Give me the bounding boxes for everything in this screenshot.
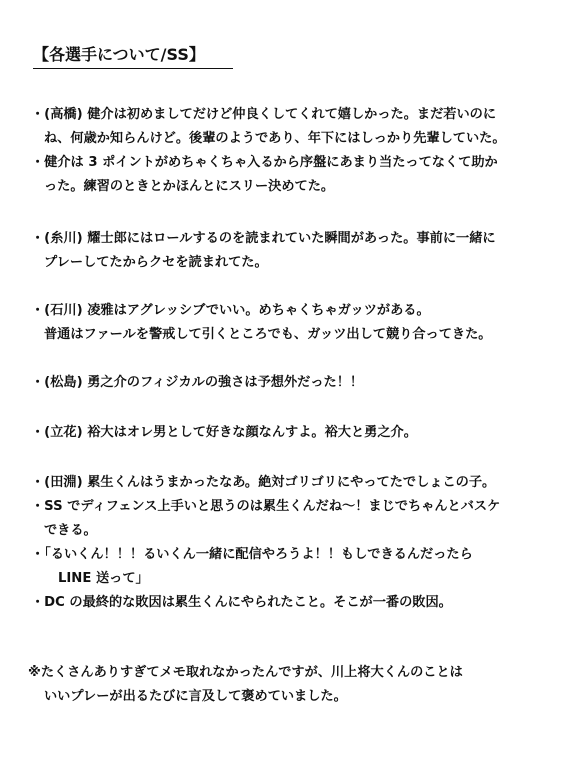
text-line: ・(立花) 裕大はオレ男として好きな顔なんすよ。裕大と勇之介。 [31,425,417,440]
text-line: ・健介は 3 ポイントがめちゃくちゃ入るから序盤にあまり当たってなくて助か [31,155,498,170]
note-line: いいプレーが出るたびに言及して褒めていました。 [44,689,347,704]
text-line: ・SS でディフェンス上手いと思うのは累生くんだね～！まじでちゃんとバスケ [31,499,501,514]
text-line: ・(松島) 勇之介のフィジカルの強さは予想外だった！！ [31,375,364,390]
text-line: ・(糸川) 耀士郎にはロールするのを読まれていた瞬間があった。事前に一緒に [31,231,496,246]
text-line: プレーしてたからクセを読まれてた。 [44,255,268,270]
text-line: できる。 [44,523,97,538]
text-line: ・(田淵) 累生くんはうまかったなあ。絶対ゴリゴリにやってたでしょこの子。 [31,475,496,490]
text-line: ・(石川) 凌雅はアグレッシブでいい。めちゃくちゃガッツがある。 [31,303,430,318]
text-line: ・(高橋) 健介は初めましてだけど仲良くしてくれて嬉しかった。まだ若いのに [31,107,497,122]
text-line: ・DC の最終的な敗因は累生くんにやられたこと。そこが一番の敗因。 [31,595,452,610]
text-line: ね、何歳か知らんけど。後輩のようであり、年下にはしっかり先輩していた。 [44,131,506,146]
text-line: った。練習のときとかほんとにスリー決めてた。 [44,179,335,194]
text-line: 普通はファールを警戒して引くところでも、ガッツ出して競り合ってきた。 [44,327,492,342]
section-heading: 【各選手について/SS】 [33,44,233,69]
text-line: LINE 送って」 [58,571,149,586]
text-line: ・「るいくん！！！るいくん一緒に配信やろうよ！！もしできるんだったら [31,547,473,562]
note-line: ※たくさんありすぎてメモ取れなかったんですが、川上将大くんのことは [28,665,463,680]
